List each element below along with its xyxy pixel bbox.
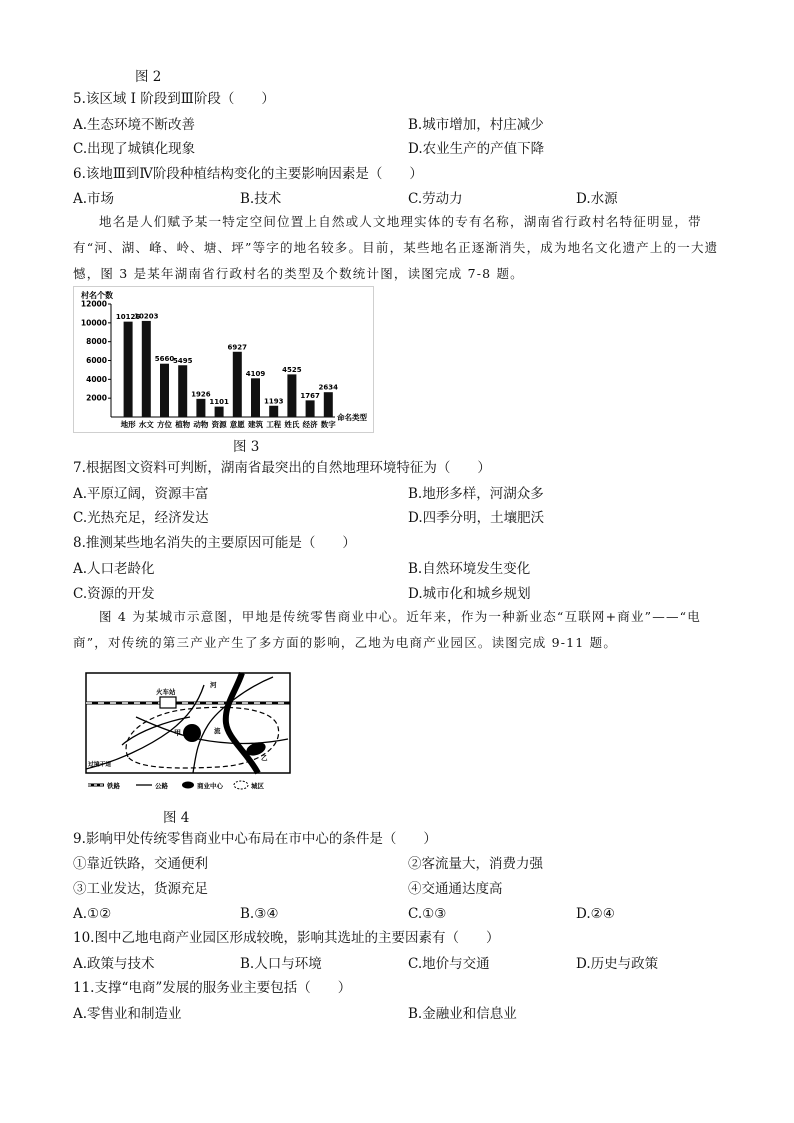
train-station-icon xyxy=(160,697,176,708)
bar-value-label: 1926 xyxy=(191,390,211,399)
q7-option-c: C.光热充足，经济发达 xyxy=(73,510,209,526)
bar-value-label: 1101 xyxy=(209,398,229,407)
flow-label: 流 xyxy=(214,727,221,735)
bar-value-label: 5660 xyxy=(154,355,175,364)
station-label: 火车站 xyxy=(156,688,176,696)
category-label: 姓氏 xyxy=(284,420,300,429)
q7-option-a: A.平原辽阔，资源丰富 xyxy=(73,486,209,502)
bar xyxy=(178,365,187,417)
y-tick-label: 8000 xyxy=(86,337,107,347)
q9-condition-3: ③工业发达，货源充足 xyxy=(73,881,208,897)
bar xyxy=(324,392,333,417)
bar-value-label: 1193 xyxy=(263,397,284,406)
q7-option-d: D.四季分明，土壤肥沃 xyxy=(408,510,545,526)
q9-condition-4: ④交通通达度高 xyxy=(408,881,503,897)
q9-option-b: B.③④ xyxy=(240,906,279,922)
passage-place-names: 地名是人们赋予某一特定空间位置上自然或人文地理实体的专有名称，湖南省行政村名特征明显，带有“河、湖、峰、岭、塘、坪”等字的地名较多。目前，某些地名正逐渐消失，成为地名文化遗产上的一大遗憾，图 3 是某年湖南省行政村名的类型及个数统计图，读图完成 7-8 题。 xyxy=(73,214,719,281)
bar xyxy=(233,352,242,417)
q11-option-b: B.金融业和信息业 xyxy=(408,1006,517,1022)
bar-value-label: 10203 xyxy=(134,312,159,321)
bar-value-label: 1767 xyxy=(300,391,320,400)
map-frame xyxy=(86,673,290,773)
y-tick-label: 10000 xyxy=(80,318,107,328)
q9-option-c: C.①③ xyxy=(408,906,447,922)
q5-option-b: B.城市增加，村庄减少 xyxy=(408,117,544,133)
x-axis-label: 命名类型 xyxy=(337,413,367,422)
q6-option-a: A.市场 xyxy=(73,191,115,207)
q9-option-a: A.①② xyxy=(73,906,112,922)
category-label: 工程 xyxy=(266,420,282,429)
river-label: 河 xyxy=(210,681,217,689)
legend-urban-label: 城区 xyxy=(251,782,264,790)
q9-condition-1: ①靠近铁路，交通便利 xyxy=(73,856,208,872)
q9-option-d: D.②④ xyxy=(576,906,615,922)
bar-value-label: 5495 xyxy=(172,356,193,365)
question-5-stem: 5.该区域 I 阶段到Ⅲ阶段（ ） xyxy=(73,91,275,107)
bar-value-label: 2634 xyxy=(318,383,339,392)
y-tick-label: 4000 xyxy=(86,374,107,384)
jia-label: 甲 xyxy=(174,729,181,737)
category-label: 方位 xyxy=(157,420,172,429)
category-label: 建筑 xyxy=(248,420,263,429)
figure-3-bar-chart xyxy=(73,286,375,434)
bar-value-label: 4109 xyxy=(245,369,266,378)
y-tick-label: 2000 xyxy=(86,393,107,403)
q8-option-b: B.自然环境发生变化 xyxy=(408,561,531,577)
q5-option-d: D.农业生产的产值下降 xyxy=(408,141,545,157)
q10-option-c: C.地价与交通 xyxy=(408,956,490,972)
highway-label: 过境干道 xyxy=(88,762,112,768)
q9-condition-2: ②客流量大，消费力强 xyxy=(408,856,543,872)
category-label: 动物 xyxy=(193,420,209,429)
commercial-center-jia xyxy=(183,724,201,742)
q10-option-d: D.历史与政策 xyxy=(576,956,659,972)
question-9-stem: 9.影响甲处传统零售商业中心布局在市中心的条件是（ ） xyxy=(73,831,437,847)
q11-option-a: A.零售业和制造业 xyxy=(73,1006,182,1022)
q5-option-c: C.出现了城镇化现象 xyxy=(73,141,196,157)
legend-road-label: 公路 xyxy=(155,782,168,790)
bar xyxy=(124,322,133,417)
q8-option-d: D.城市化和城乡规划 xyxy=(408,586,531,602)
legend-commercial-label: 商业中心 xyxy=(197,782,223,790)
figure-2-caption: 图 2 xyxy=(135,69,162,85)
question-8-stem: 8.推测某些地名消失的主要原因可能是（ ） xyxy=(73,535,356,551)
q8-option-c: C.资源的开发 xyxy=(73,586,155,602)
category-label: 数字 xyxy=(320,420,336,429)
category-label: 水文 xyxy=(138,420,154,429)
q10-option-a: A.政策与技术 xyxy=(73,956,155,972)
q8-option-a: A.人口老龄化 xyxy=(73,561,155,577)
category-label: 植物 xyxy=(175,420,191,429)
bar-value-label: 10126 xyxy=(115,313,141,322)
q6-option-c: C.劳动力 xyxy=(408,191,463,207)
question-11-stem: 11.支撑“电商”发展的服务业主要包括（ ） xyxy=(73,980,352,996)
figure-4-caption: 图 4 xyxy=(163,810,190,826)
bar xyxy=(196,399,205,417)
bar-value-label: 6927 xyxy=(227,343,248,352)
legend-urban-icon xyxy=(234,781,248,789)
bar xyxy=(269,406,278,417)
passage-e-commerce: 图 4 为某城市示意图，甲地是传统零售商业中心。近年来，作为一种新业态“互联网+商业”——“电商”，对传统的第三产业产生了多方面的影响，乙地为电商产业园区。读图完成 9-11 题。 xyxy=(73,609,701,650)
bar xyxy=(251,378,260,417)
figure-4-city-map xyxy=(78,665,300,793)
bar xyxy=(287,374,296,417)
question-10-stem: 10.图中乙地电商产业园区形成较晚，影响其选址的主要因素有（ ） xyxy=(73,930,500,946)
category-label: 地形 xyxy=(120,420,136,429)
q5-option-a: A.生态环境不断改善 xyxy=(73,117,196,133)
q7-option-b: B.地形多样，河湖众多 xyxy=(408,486,544,502)
y-axis-label: 村名个数 xyxy=(81,291,113,300)
category-label: 经济 xyxy=(302,420,318,429)
legend-commercial-icon xyxy=(182,782,194,789)
yi-label: 乙 xyxy=(261,754,268,762)
y-tick-label: 12000 xyxy=(80,299,107,309)
q6-option-d: D.水源 xyxy=(576,191,618,207)
bar xyxy=(142,321,151,417)
question-6-stem: 6.该地Ⅲ到Ⅳ阶段种植结构变化的主要影响因素是（ ） xyxy=(73,166,423,182)
bar xyxy=(306,400,315,417)
y-tick-label: 6000 xyxy=(86,356,107,365)
q10-option-b: B.人口与环境 xyxy=(240,956,322,972)
question-7-stem: 7.根据图文资料可判断，湖南省最突出的自然地理环境特征为（ ） xyxy=(73,460,491,476)
bar xyxy=(160,364,169,417)
bar xyxy=(215,407,224,417)
figure-3-caption: 图 3 xyxy=(233,439,260,455)
q6-option-b: B.技术 xyxy=(240,191,282,207)
category-label: 意愿 xyxy=(229,420,245,429)
category-label: 资源 xyxy=(211,420,227,429)
bar-value-label: 4525 xyxy=(282,365,302,374)
legend-railway-label: 铁路 xyxy=(107,782,120,790)
